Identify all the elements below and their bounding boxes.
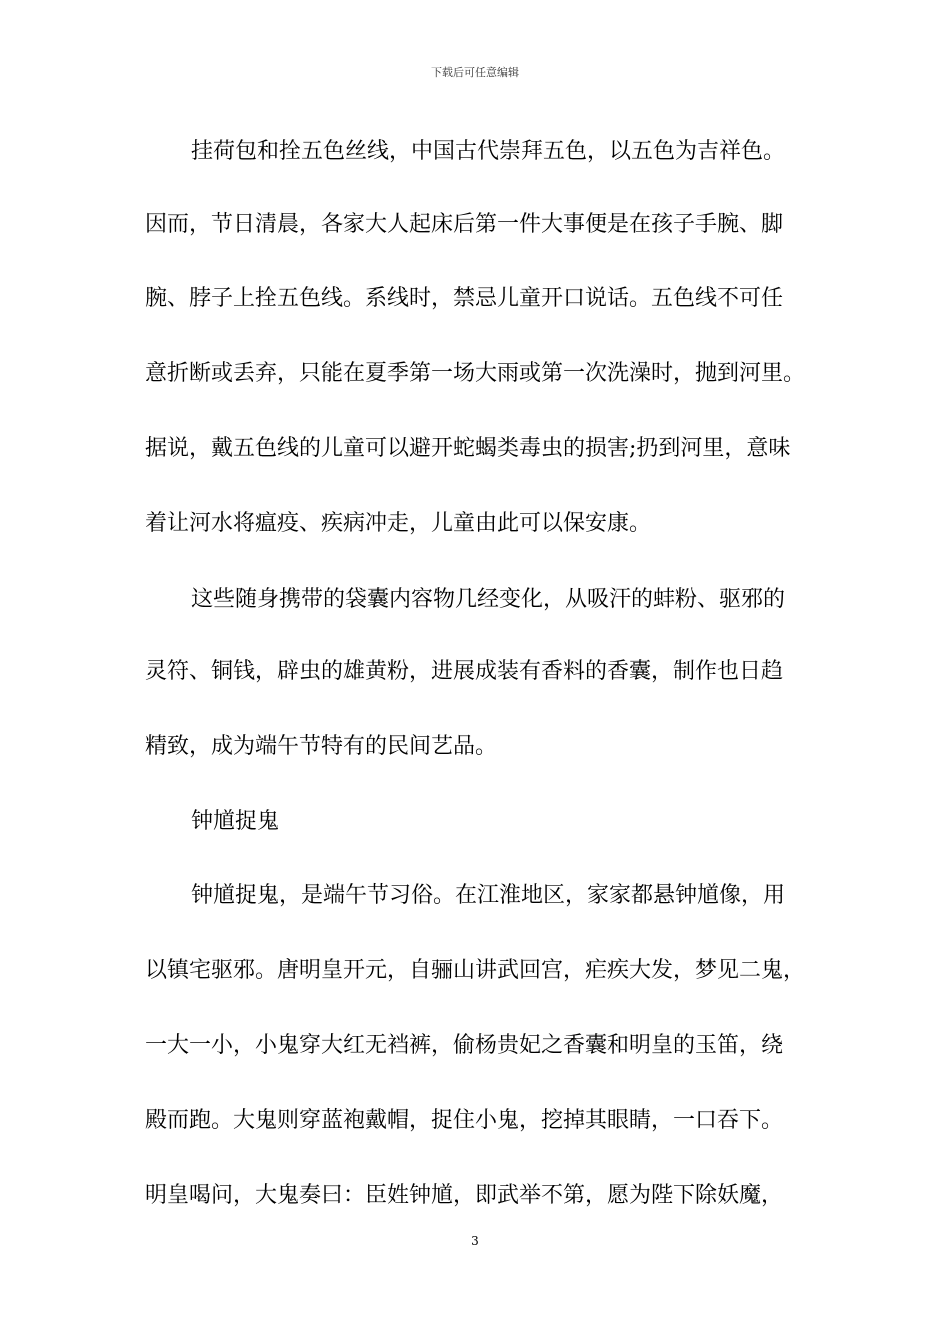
text-line: 一大一小，小鬼穿大红无裆裤，偷杨贵妃之香囊和明皇的玉笛，绕 — [145, 1033, 784, 1058]
section-heading: 钟馗捉鬼 — [191, 809, 280, 834]
text-line: 精致，成为端午节特有的民间艺品。 — [145, 734, 498, 759]
text-line: 据说，戴五色线的儿童可以避开蛇蝎类毒虫的损害;扔到河里，意味 — [145, 436, 791, 461]
text-line: 以镇宅驱邪。唐明皇开元，自骊山讲武回宫，疟疾大发，梦见二鬼， — [145, 958, 806, 983]
text-line: 钟馗捉鬼，是端午节习俗。在江淮地区，家家都悬钟馗像，用 — [191, 883, 786, 908]
text-line: 明皇喝问，大鬼奏曰：臣姓钟馗，即武举不第，愿为陛下除妖魔， — [145, 1183, 784, 1208]
page-number: 3 — [471, 1234, 479, 1248]
text-line: 殿而跑。大鬼则穿蓝袍戴帽，捉住小鬼，挖掉其眼睛，一口吞下。 — [145, 1108, 784, 1133]
text-line: 腕、脖子上拴五色线。系线时，禁忌儿童开口说话。五色线不可任 — [145, 286, 784, 311]
text-line: 意折断或丢弃，只能在夏季第一场大雨或第一次洗澡时，抛到河里。 — [145, 361, 806, 386]
page-header-note: 下载后可任意编辑 — [431, 66, 519, 79]
text-line: 着让河水将瘟疫、疾病冲走，儿童由此可以保安康。 — [145, 511, 652, 536]
text-line: 这些随身携带的袋囊内容物几经变化，从吸汗的蚌粉、驱邪的 — [191, 587, 786, 612]
text-line: 灵符、铜钱，辟虫的雄黄粉，进展成装有香料的香囊，制作也日趋 — [145, 659, 784, 684]
text-line: 因而，节日清晨，各家大人起床后第一件大事便是在孩子手腕、脚 — [145, 212, 784, 237]
text-line: 挂荷包和拴五色丝线，中国古代崇拜五色，以五色为吉祥色。 — [191, 139, 786, 164]
